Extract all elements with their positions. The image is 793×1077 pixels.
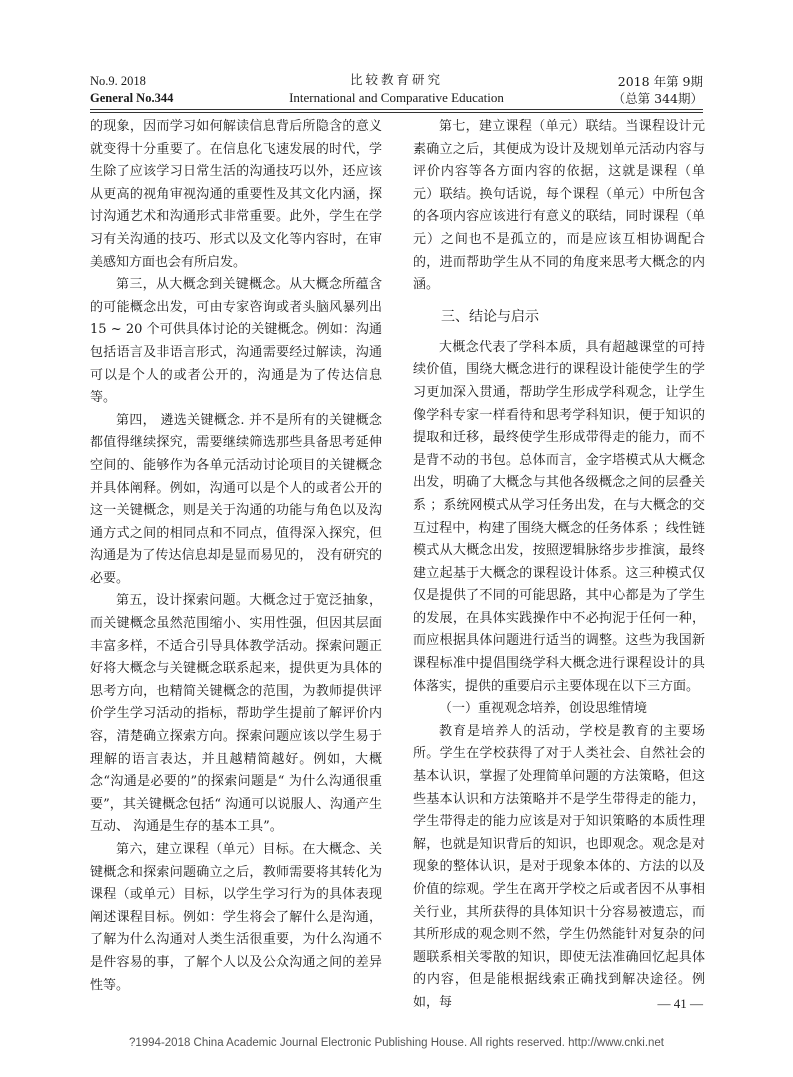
header-issue-info	[90, 73, 173, 107]
header-rule-bottom	[90, 112, 703, 113]
page-number: — 41 —	[657, 996, 703, 1011]
header-journal-title	[250, 71, 543, 107]
journal-title-en: International and Comparative Education	[289, 90, 504, 105]
paragraph: 的现象，因而学习如何解读信息背后所隐含的意义就变得十分重要了。在信息化飞速发展的时代，学生除了应该学习日常生活的沟通技巧以外，还应该从更高的视角审视沟通的重要性及其文化内涵，探讨沟通艺术和沟通形式非常重要。此外，学生在学习有关沟通的技巧、形式以及文化等内容时，在审美感知方面也会有所启发。	[90, 119, 382, 270]
paragraph: 第三，从大概念到关键概念。从大概念所蕴含的可能概念出发，可由专家咨询或者头脑风暴列出 15 ~ 20 个可供具体讨论的关键概念。例如：沟通包括语言及非语言形式，沟通需要经过解读，沟通可以是个人的或者公开的，沟通是为了传达信息等。	[90, 277, 382, 406]
section-heading: 三、结论与启示	[441, 308, 539, 325]
header-general-number: General No.344	[90, 91, 174, 105]
header-total-issue: （总第 344期）	[612, 91, 703, 106]
header-issue-info-cn	[613, 73, 703, 107]
header-issue-number: No.9. 2018	[90, 74, 146, 88]
header-rule-top	[90, 109, 703, 110]
paragraph: 第四， 遴选关键概念. 并不是所有的关键概念都值得继续探究，需要继续筛选那些具备思考延伸空间的、能够作为各单元活动讨论项目的关键概念并具体阐释。例如，沟通可以是个人的或者公开的这一关键概念，则是关于沟通的功能与角色以及沟通方式之间的相同点和不同点，值得深入探究，但沟通是为了传达信息却是显而易见的， 没有研究的必要。	[90, 412, 382, 586]
header-year-issue: 2018 年第 9期	[617, 74, 703, 89]
paragraph: 第七，建立课程（单元）联结。当课程设计元素确立之后，其便成为设计及规划单元活动内容与评价内容等各方面内容的依据，这就是课程（单元）联结。换句话说，每个课程（单元）中所包含的各项内容应该进行有意义的联结，同时课程（单元）之间也不是孤立的，而是应该互相协调配合的，进而帮助学生从不同的角度来思考大概念的内涵。	[413, 119, 705, 293]
paragraph: 第五，设计探索问题。大概念过于宽泛抽象，而关键概念虽然范围缩小、实用性强，但因其层面丰富多样，不适合引导具体教学活动。探索问题正好将大概念与关键概念联系起来，提供更为具体的思考方向，也精简关键概念的范围，为教师提供评价学生学习活动的指标，帮助学生提前了解评价内容，清楚确立探索方向。探索问题应该以学生易于理解的语言表达，并且越精简越好。例如，大概念“沟通是必要的”的探索问题是“ 为什么沟通很重要”，其关键概念包括“ 沟通可以说服人、沟通产生互动、 沟通是生存的基本工具”。	[90, 593, 382, 835]
right-column	[413, 116, 705, 1015]
paragraph: 教育是培养人的活动，学校是教育的主要场所。学生在学校获得了对于人类社会、自然社会的基本认识，掌握了处理简单问题的方法策略，但这些基本认识和方法策略并不是学生带得走的能力，学生带得走的能力应该是对于知识策略的本质性理解，也就是知识背后的知识，也即观念。观念是对现象的整体认识，是对于现象本体的、方法的以及价值的综观。学生在离开学校之后或者因不从事相关行业，其所获得的具体知识十分容易被遗忘，而其所形成的观念则不然，学生仍然能针对复杂的问题联系相关零散的知识，即使无法准确回忆起具体的内容，但是能根据线索正确找到解决途径。例如，每	[413, 723, 705, 1010]
subsection-heading: （一）重视观念培养，创设思维情境	[439, 701, 648, 717]
journal-title-cn: 比较教育研究	[349, 72, 443, 87]
paragraph: 第六，建立课程（单元）目标。在大概念、关键概念和探索问题确立之后，教师需要将其转化为课程（或单元）目标，以学生学习行为的具体表现阐述课程目标。例如：学生将会了解什么是沟通，了解为什么沟通对人类生活很重要，为什么沟通不是件容易的事，了解个人以及公众沟通之间的差异性等。	[90, 842, 382, 993]
paragraph: 大概念代表了学科本质，具有超越课堂的可持续价值，围绕大概念进行的课程设计能使学生的学习更加深入贯通，帮助学生形成学科观念，让学生像学科专家一样看待和思考学科知识，便于知识的提取和迁移，最终使学生形成带得走的能力，而不是背不动的书包。总体而言，金字塔模式从大概念出发，明确了大概念与其他各级概念之间的层叠关系 ；系统网模式从学习任务出发，在与大概念的交互过程中，构建了围绕大概念的任务体系 ；线性链模式从大概念出发，按照逻辑脉络步步推演，最终建立起基于大概念的课程设计体系。这三种模式仅仅是提供了不同的可能思路，其中心都是为了学生的发展，在具体实践操作中不必拘泥于任何一种，而应根据具体问题进行适当的调整。这些为我国新课程标准中提倡围绕学科大概念进行课程设计的具体落实，提供的重要启示主要体现在以下三方面。	[413, 339, 705, 694]
copyright-footer: ?1994-2018 China Academic Journal Electronic Publishing House. All rights reserved. http://www.cnki.net	[128, 1037, 665, 1049]
left-column	[90, 116, 382, 997]
